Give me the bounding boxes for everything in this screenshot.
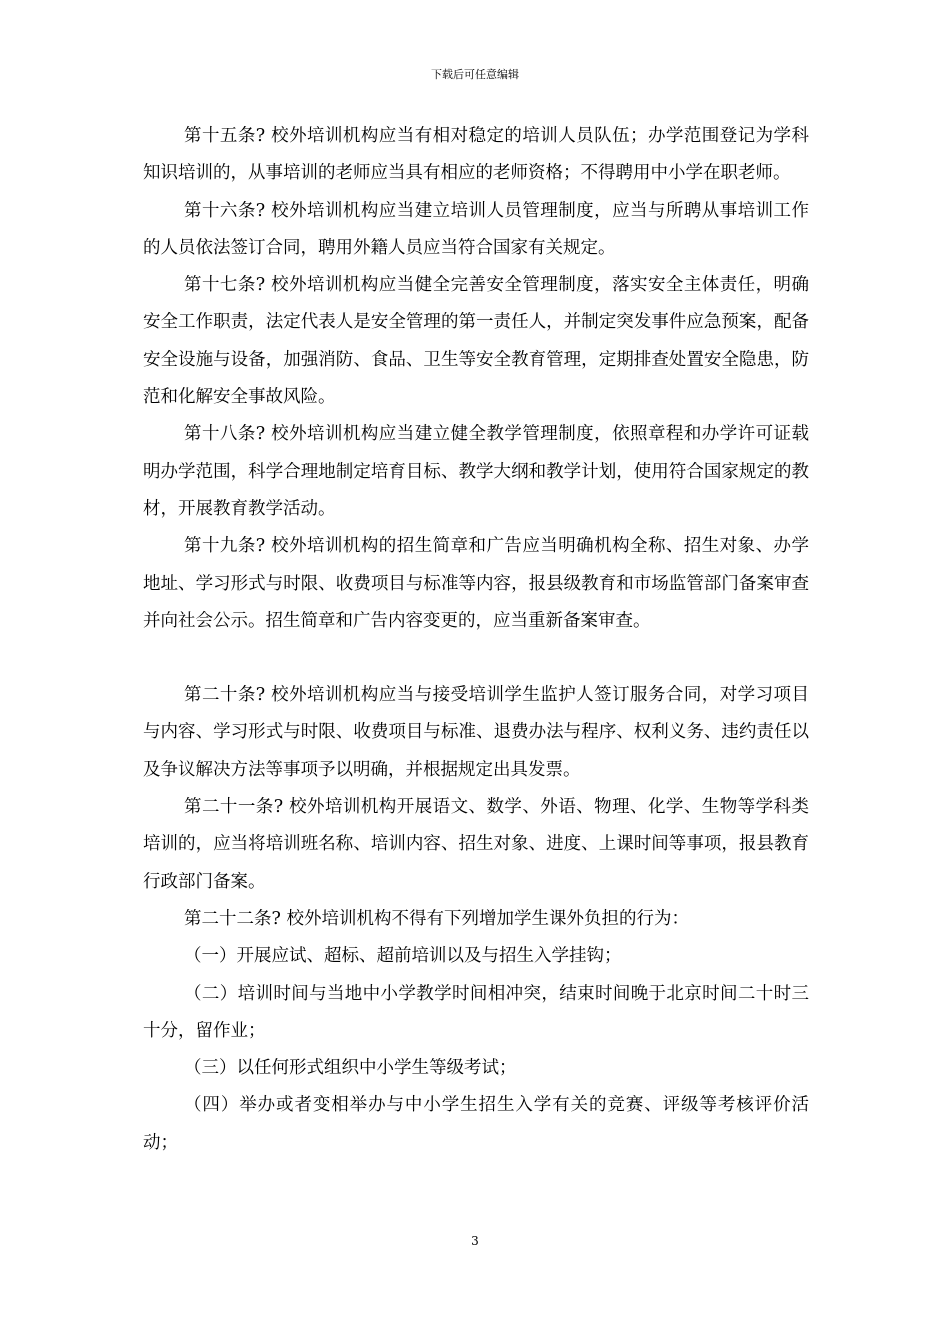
article-22-paragraph: 第二十二条? 校外培训机构不得有下列增加学生课外负担的行为： bbox=[184, 908, 689, 929]
page-header: 下载后可任意编辑 bbox=[431, 68, 519, 81]
page-number: 3 bbox=[471, 1234, 479, 1248]
article-17-paragraph: 第十七条? 校外培训机构应当健全完善安全管理制度，落实安全主体责任，明确安全工作职责，法定代表人是安全管理的第一责任人，并制定突发事件应急预案，配备安全设施与设备，加强消防、食品、卫生等安全教育管理，定期排查处置安全隐患，防范和化解安全事故风险。 bbox=[143, 275, 809, 408]
article-20-paragraph: 第二十条? 校外培训机构应当与接受培训学生监护人签订服务合同，对学习项目与内容、学习形式与时限、收费项目与标准、退费办法与程序、权利义务、违约责任以及争议解决方法等事项予以明确，并根据规定出具发票。 bbox=[143, 685, 809, 780]
blank-line bbox=[143, 640, 809, 677]
article-16-paragraph: 第十六条? 校外培训机构应当建立培训人员管理制度，应当与所聘从事培训工作的人员依法签订合同，聘用外籍人员应当符合国家有关规定。 bbox=[143, 200, 809, 258]
article-22-item-3: （三）以任何形式组织中小学生等级考试； bbox=[184, 1058, 517, 1079]
article-19-paragraph: 第十九条? 校外培训机构的招生简章和广告应当明确机构全称、招生对象、办学地址、学习形式与时限、收费项目与标准等内容，报县级教育和市场监管部门备案审查并向社会公示。招生简章和广告内容变更的，应当重新备案审查。 bbox=[143, 536, 809, 631]
article-22-item-4: （四）举办或者变相举办与中小学生招生入学有关的竞赛、评级等考核评价活动； bbox=[143, 1095, 809, 1153]
document-body bbox=[143, 118, 809, 1162]
article-21-paragraph: 第二十一条? 校外培训机构开展语文、数学、外语、物理、化学、生物等学科类培训的，应当将培训班名称、培训内容、招生对象、进度、上课时间等事项，报县教育行政部门备案。 bbox=[143, 797, 809, 892]
article-22-item-2: （二）培训时间与当地中小学教学时间相冲突，结束时间晚于北京时间二十时三十分，留作业； bbox=[143, 983, 809, 1041]
article-18-paragraph: 第十八条? 校外培训机构应当建立健全教学管理制度，依照章程和办学许可证载明办学范围，科学合理地制定培育目标、教学大纲和教学计划，使用符合国家规定的教材，开展教育教学活动。 bbox=[143, 424, 809, 519]
article-15-paragraph: 第十五条? 校外培训机构应当有相对稳定的培训人员队伍；办学范围登记为学科知识培训的，从事培训的老师应当具有相应的老师资格；不得聘用中小学在职老师。 bbox=[143, 126, 809, 184]
article-22-item-1: （一）开展应试、超标、超前培训以及与招生入学挂钩； bbox=[184, 946, 622, 967]
